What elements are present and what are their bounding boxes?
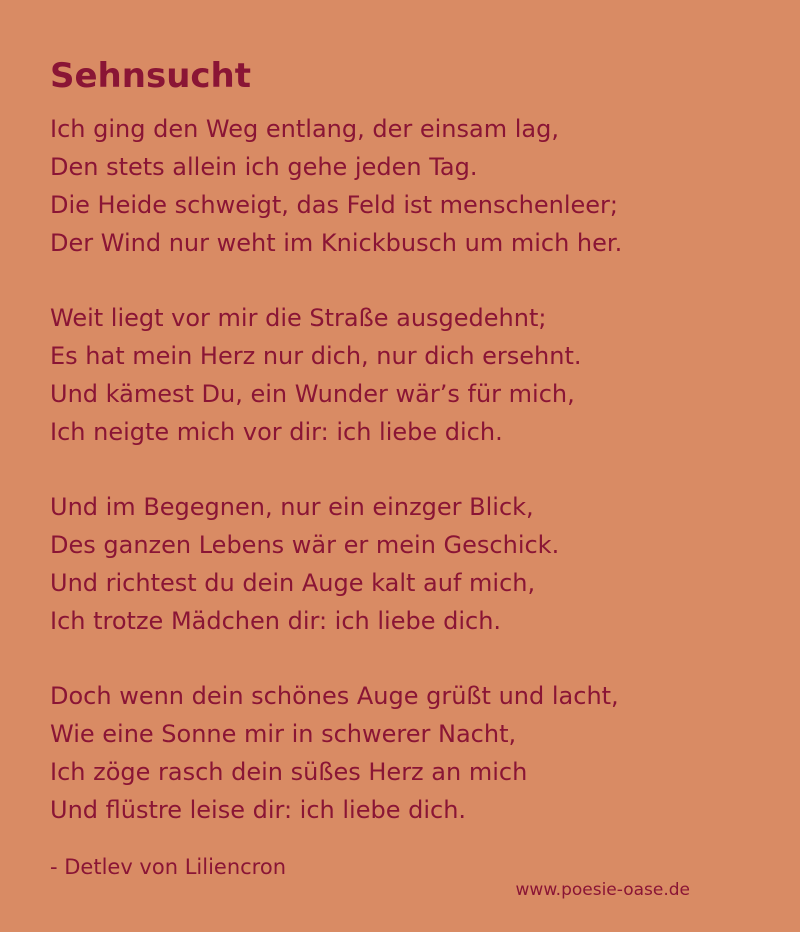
poem-line: Den stets allein ich gehe jeden Tag. [50,153,478,181]
poem-line: Und im Begegnen, nur ein einzger Blick, [50,493,534,521]
poem-line: Und kämest Du, ein Wunder wär’s für mich, [50,380,575,408]
poem-line: Der Wind nur weht im Knickbusch um mich her. [50,229,623,257]
poem-line: Ich zöge rasch dein süßes Herz an mich [50,758,528,786]
website-url: www.poesie-oase.de [515,880,690,900]
poem-line: Die Heide schweigt, das Feld ist menschenleer; [50,191,618,219]
poem-line: Ich ging den Weg entlang, der einsam lag, [50,115,559,143]
poem-line: Es hat mein Herz nur dich, nur dich ersehnt. [50,342,582,370]
poem-line: Ich neigte mich vor dir: ich liebe dich. [50,418,503,446]
poem-line: Und richtest du dein Auge kalt auf mich, [50,569,536,597]
poem-author: - Detlev von Liliencron [50,855,287,879]
poem-body [50,110,770,866]
stanza-2 [50,299,770,451]
stanza-3 [50,488,770,640]
poem-line: Doch wenn dein schönes Auge grüßt und lacht, [50,682,619,710]
poem-line: Wie eine Sonne mir in schwerer Nacht, [50,720,517,748]
poem-line: Und flüstre leise dir: ich liebe dich. [50,796,467,824]
stanza-4 [50,677,770,829]
poem-line: Des ganzen Lebens wär er mein Geschick. [50,531,560,559]
stanza-1 [50,110,770,262]
poem-title: Sehnsucht [50,56,252,96]
poem-line: Ich trotze Mädchen dir: ich liebe dich. [50,607,502,635]
poem-line: Weit liegt vor mir die Straße ausgedehnt; [50,304,547,332]
